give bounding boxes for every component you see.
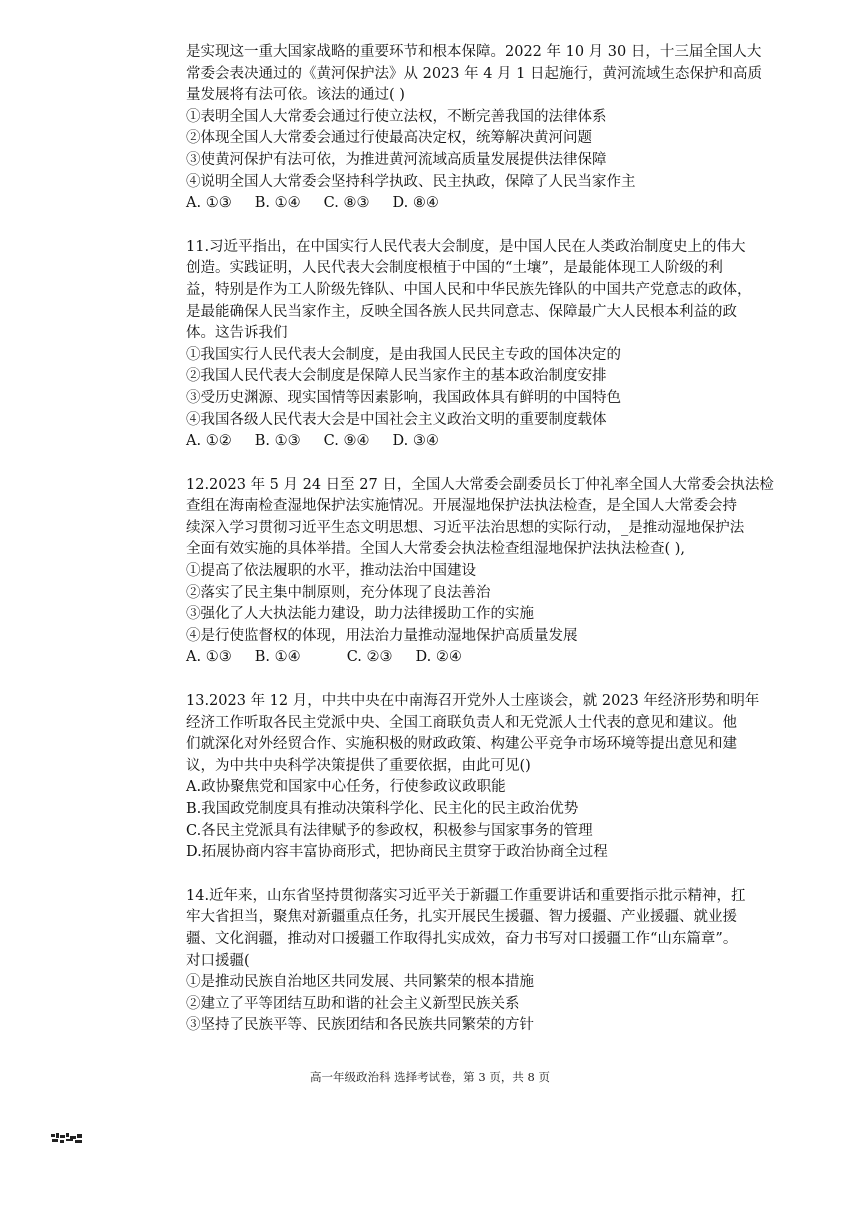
- answer-option-a: A.政协聚焦党和国家中心任务，行使参政议政职能: [186, 779, 506, 796]
- statement-option-3: ③强化了人大执法能力建设，助力法律援助工作的实施: [186, 606, 534, 623]
- question-stem-line: 全面有效实施的具体举措。全国人大常委会执法检查组湿地保护法执法检查( ),: [186, 541, 686, 558]
- statement-option-1: ①提高了依法履职的水平，推动法治中国建设: [186, 563, 476, 580]
- question-stem-line: 量发展将有法可依。该法的通过( ): [186, 87, 405, 104]
- statement-option-4: ④是行使监督权的体现，用法治力量推动湿地保护高质量发展: [186, 627, 578, 644]
- question-10-continuation: [186, 42, 816, 215]
- answer-option-c: C.各民主党派具有法律赋予的参政权，积极参与国家事务的管理: [186, 822, 593, 839]
- answer-option-d: D.拓展协商内容丰富协商形式，把协商民主贯穿于政治协商全过程: [186, 844, 608, 861]
- question-11: [186, 237, 816, 453]
- statement-option-2: ②体现全国人大常委会通过行使最高决定权，统筹解决黄河问题: [186, 130, 592, 147]
- question-stem-line: 查组在海南检查湿地保护法实施情况。开展湿地保护法执法检查，是全国人大常委会持: [186, 498, 737, 515]
- question-stem-line: 是实现这一重大国家战略的重要环节和根本保障。2022 年 10 月 30 日，十三届全国人大: [186, 44, 762, 60]
- question-14: [186, 886, 816, 1037]
- question-stem-line: 疆、文化润疆，推动对口援疆工作取得扎实成效，奋力书写对口援疆工作“山东篇章”。: [186, 930, 738, 947]
- scan-mark-icon: [50, 1130, 84, 1146]
- statement-option-1: ①是推动民族自治地区共同发展、共同繁荣的根本措施: [186, 974, 534, 991]
- question-stem-line: 13.2023 年 12 月，中共中央在中南海召开党外人士座谈会，就 2023 年经济形势和明年: [186, 693, 760, 710]
- answer-choices: A. ①③ B. ①④ C. ⑧③ D. ⑧④: [186, 195, 439, 212]
- question-stem-line: 经济工作听取各民主党派中央、全国工商联负责人和无党派人士代表的意见和建议。他: [186, 714, 737, 731]
- question-stem-line: 常委会表决通过的《黄河保护法》从 2023 年 4 月 1 日起施行，黄河流域生态保护和高质: [186, 65, 763, 82]
- answer-choices: A. ①③ B. ①④ C. ②③ D. ②④: [186, 649, 462, 666]
- question-stem-line: 议，为中共中央科学决策提供了重要依据，由此可见(): [186, 757, 531, 774]
- statement-option-3: ③受历史渊源、现实国情等因素影响，我国政体具有鲜明的中国特色: [186, 389, 621, 406]
- question-13: [186, 691, 816, 864]
- question-stem-line: 体。这告诉我们: [186, 325, 288, 342]
- question-stem-line: 益，特别是作为工人阶级先锋队、中国人民和中华民族先锋队的中国共产党意志的政体，: [186, 281, 752, 298]
- page-footer: 高一年级政治科 选择考试卷，第 3 页，共 8 页: [310, 1070, 550, 1084]
- question-stem-line: 们就深化对外经贸合作、实施积极的财政政策、构建公平竞争市场环境等提出意见和建: [186, 736, 737, 753]
- statement-option-4: ④说明全国人大常委会坚持科学执政、民主执政，保障了人民当家作主: [186, 173, 636, 190]
- question-stem-line: 14.近年来，山东省坚持贯彻落实习近平关于新疆工作重要讲话和重要指示批示精神，扛: [186, 887, 746, 904]
- question-stem-line: 创造。实践证明，人民代表大会制度根植于中国的“土壤”，是最能体现工人阶级的利: [186, 260, 723, 277]
- statement-option-2: ②落实了民主集中制原则，充分体现了良法善治: [186, 584, 491, 601]
- statement-option-1: ①表明全国人大常委会通过行使立法权，不断完善我国的法律体系: [186, 108, 607, 125]
- question-12: [186, 475, 816, 669]
- answer-choices: A. ①② B. ①③ C. ⑨④ D. ③④: [186, 433, 439, 450]
- question-stem-line: 续深入学习贯彻习近平生态文明思想、习近平法治思想的实际行动，_是推动湿地保护法: [186, 519, 745, 536]
- question-stem-line: 11.习近平指出，在中国实行人民代表大会制度，是中国人民在人类政治制度史上的伟大: [186, 238, 746, 255]
- statement-option-2: ②建立了平等团结互助和谐的社会主义新型民族关系: [186, 995, 520, 1012]
- statement-option-2: ②我国人民代表大会制度是保障人民当家作主的基本政治制度安排: [186, 368, 607, 385]
- question-stem-line: 12.2023 年 5 月 24 日至 27 日，全国人大常委会副委员长丁仲礼率全国人大常委会执法检: [186, 476, 774, 493]
- statement-option-4: ④我国各级人民代表大会是中国社会主义政治文明的重要制度载体: [186, 411, 607, 428]
- question-stem-line: 对口援疆(: [186, 952, 250, 969]
- answer-option-b: B.我国政党制度具有推动决策科学化、民主化的民主政治优势: [186, 801, 579, 817]
- question-stem-line: 牢大省担当，聚焦对新疆重点任务，扎实开展民生援疆、智力援疆、产业援疆、就业援: [186, 909, 737, 926]
- exam-page: [186, 42, 816, 1037]
- statement-option-1: ①我国实行人民代表大会制度，是由我国人民民主专政的国体决定的: [186, 346, 621, 363]
- statement-option-3: ③坚持了民族平等、民族团结和各民族共同繁荣的方针: [186, 1017, 534, 1034]
- statement-option-3: ③使黄河保护有法可依，为推进黄河流域高质量发展提供法律保障: [186, 151, 607, 168]
- question-stem-line: 是最能确保人民当家作主，反映全国各族人民共同意志、保障最广大人民根本利益的政: [186, 303, 737, 320]
